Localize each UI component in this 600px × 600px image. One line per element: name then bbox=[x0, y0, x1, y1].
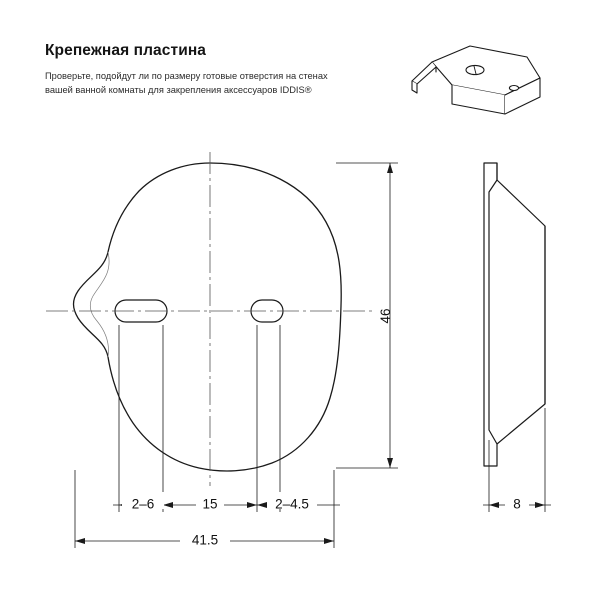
plate-front-view bbox=[46, 152, 372, 486]
dimension-height-label: 46 bbox=[378, 308, 393, 324]
isometric-preview bbox=[412, 46, 540, 114]
dimension-hole-center-label: 15 bbox=[202, 496, 218, 512]
side-profile-left bbox=[484, 163, 497, 466]
side-profile-right bbox=[497, 180, 545, 444]
plate-side-view bbox=[484, 163, 545, 466]
dimension-thickness-label: 8 bbox=[513, 496, 521, 512]
dimension-hole-left-label: 2–6 bbox=[131, 496, 155, 512]
subtitle-line-1: Проверьте, подойдут ли по размеру готовые отверстия на стенах bbox=[45, 71, 328, 81]
dimension-total-width-label: 41.5 bbox=[191, 532, 219, 548]
plate-outline bbox=[74, 163, 342, 471]
subtitle-line-2: вашей ванной комнаты для закрепления аксессуаров IDDIS® bbox=[45, 84, 312, 95]
page-title: Крепежная пластина bbox=[45, 42, 207, 59]
dimension-hole-right-label: 2–4.5 bbox=[275, 496, 309, 512]
